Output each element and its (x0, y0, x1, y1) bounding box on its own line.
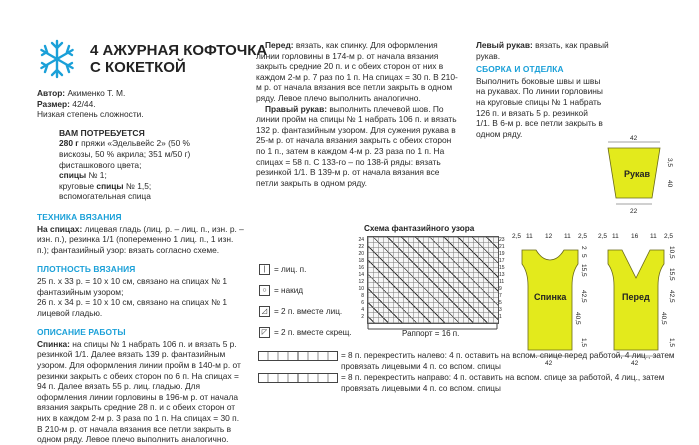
row-num: 23 (499, 237, 505, 243)
author-value: Акименко Т. М. (67, 88, 126, 98)
front-body: вязать, как спинку. Для оформления линии горловины в 174-м р. от начала вязания закрыть средние 20 п. и с обеих сторон от них в каждом 2-м р. 7 раз по 1 п. На спицах = 30 п. В 210-м р. от начала вязания все петли закрыть в одном ряду. Левое плечо выполнить аналогично. (256, 40, 458, 103)
back-side-dim: 5 (580, 254, 587, 258)
row-num: 20 (358, 251, 364, 257)
circular-label: спицы (96, 180, 124, 191)
row-num: 9 (499, 286, 502, 292)
technique-text (37, 224, 245, 256)
materials-yarn (59, 138, 209, 170)
sleeve-label: Рукав (624, 169, 651, 179)
yarn-amount: 280 г (59, 138, 79, 149)
needles-label: спицы (59, 170, 87, 181)
pattern-title (90, 42, 267, 76)
author-line (37, 88, 245, 99)
sleeve-side-a: 3,5 (666, 158, 673, 168)
right-sleeve-body: выполнить плечевой шов. По линии пройм на спицы № 1 набрать 106 п. и вязать 132 р. фантазийным узором. Для сужения рукава в 25-м р. от начала вязания закрыть с обеих сторон по 1 п., затем в каждом 4-м р. 23 раза по 1 п. На спицах = 58 п. С 133-го – по 138-й ряды: вязать резинкой 1/1. В 139-м р. от начала вязания все петли закрыть в одном ряду. (256, 103, 457, 188)
chart-rows-right (499, 237, 511, 321)
assembly-text: Выполнить боковые швы и швы на рукавах. По линии горловины на круговые спицы № 1 набрать 126 п. и вязать 5 р. резинкой 1/1. В 6-м р. все петли закрыть в одном ряду. (476, 75, 603, 139)
row-num: 19 (499, 251, 505, 257)
materials-needles (59, 170, 209, 181)
chart-repeat: Раппорт = 16 п. (402, 329, 460, 338)
front-label: Перед (622, 292, 650, 302)
back-label: Спинка: (37, 338, 70, 349)
front-top-dim: 16 (631, 233, 639, 240)
size-line (37, 99, 245, 110)
row-num: 10 (358, 286, 364, 292)
front-side-dim: 10,5 (668, 246, 675, 259)
technique-body: лицевая гладь (лиц. р. – лиц. п., изн. р. – изн. п.), резинка 1/1 (попеременно 1 лиц. п., 1 изн. п.); фантазийный узор: вязать согласно схеме. (37, 223, 244, 255)
front-top-dim: 11 (612, 233, 619, 240)
sleeve-bottom-dim: 22 (630, 208, 638, 215)
left-sleeve-label: Левый рукав: (476, 40, 533, 50)
legend-text: = 2 п. вместе скрещ. (274, 328, 352, 337)
legend-item-knit (259, 264, 306, 275)
needles-value: № 1; (88, 170, 107, 181)
back-top-dim: 2,5 (578, 233, 588, 240)
back-diagram (512, 228, 594, 402)
back-top-dim: 12 (545, 233, 553, 240)
row-num: 24 (358, 237, 364, 243)
materials-heading: ВАМ ПОТРЕБУЕТСЯ (59, 127, 145, 138)
row-num: 13 (499, 272, 505, 278)
legend-item-k2tog-crossed (259, 327, 352, 338)
front-label: Перед: (265, 40, 294, 50)
row-num: 15 (499, 265, 505, 271)
chart-title: Схема фантазийного узора (364, 224, 475, 233)
circular-prefix: круговые (59, 180, 95, 191)
row-num: 5 (499, 300, 502, 306)
front-top-dim: 2,5 (598, 233, 608, 240)
column-2 (256, 40, 462, 188)
front-top-dim: 11 (650, 233, 657, 240)
materials-circular (59, 181, 209, 192)
k2tog-symbol-icon: ◿ (259, 306, 270, 317)
row-num: 1 (499, 314, 502, 320)
row-num: 18 (358, 258, 364, 264)
column-1 (37, 88, 245, 445)
cable-left-text: = 8 п. перекрестить налево: 4 п. оставить на вспом. спице перед работой, 4 лиц., затем провязать лицевыми 4 п. со вспом. спицы (341, 351, 675, 371)
front-side-dim: 15,5 (668, 268, 675, 281)
density-heading: ПЛОТНОСТЬ ВЯЗАНИЯ (37, 264, 136, 275)
title-line-2: С КОКЕТКОЙ (90, 59, 186, 76)
row-num: 8 (361, 293, 364, 299)
chart-rows-left (352, 237, 364, 321)
cable-right-symbol-icon (258, 373, 338, 383)
difficulty-line: Низкая степень сложности. (37, 109, 144, 120)
right-sleeve-label: Правый рукав: (265, 103, 328, 114)
row-num: 12 (358, 279, 364, 285)
legend-item-yarnover (259, 285, 303, 296)
front-side-b-dim: 40,5 (660, 312, 667, 325)
back-bottom-dim: 42 (545, 360, 553, 367)
density-p2: 26 п. х 34 р. = 10 х 10 см, связано на спицах № 1 лицевой гладью. (37, 297, 228, 318)
pattern-chart (367, 236, 499, 324)
sleeve-diagram (598, 134, 678, 220)
cable-left-symbol-icon (258, 351, 338, 361)
back-side-dim: 42,5 (580, 290, 587, 303)
title-line-1: 4 АЖУРНАЯ КОФТОЧКА (90, 42, 268, 59)
yarnover-symbol-icon: ○ (259, 285, 270, 296)
row-num: 3 (499, 307, 502, 313)
back-body: на спицы № 1 набрать 106 п. и вязать 5 р. резинкой 1/1. Далее вязать 139 р. фантазийным узором. Для оформления линии пройм в 140-м р. от резинки закрыть с обеих сторон по 6 п. На спицах = 94 п. Далее вязать 55 р. лиц. гладью. Для оформления линии горловины в 196-м р. от начала вязания закрыть средние 28 п. и с обеих сторон от них в каждом 2-м р. 3 раза по 1 п. На спицах = 30 п. В 210-м р. от начала вязания все петли закрыть в одном ряду. Левое плечо выполнить аналогично. (37, 338, 241, 445)
row-num: 2 (361, 314, 364, 320)
row-num: 14 (358, 272, 364, 278)
front-top-dim: 2,5 (664, 233, 674, 240)
back-top-dim: 2,5 (512, 233, 522, 240)
row-num: 11 (499, 279, 505, 285)
legend-text: = лиц. п. (274, 265, 307, 274)
k2tog-crossed-symbol-icon: ◸ (259, 327, 270, 338)
sleeve-side-b: 40 (666, 180, 673, 188)
back-side-dim: 2 (580, 246, 587, 250)
back-top-dim: 11 (526, 233, 533, 240)
row-num: 7 (499, 293, 502, 299)
back-text (37, 339, 245, 445)
circular-value: № 1,5; (125, 180, 152, 191)
author-label: Автор: (37, 88, 66, 98)
size-label: Размер: (37, 98, 70, 109)
row-num: 21 (499, 244, 505, 250)
back-label: Спинка (534, 292, 567, 302)
technique-heading: ТЕХНИКА ВЯЗАНИЯ (37, 211, 122, 222)
row-num: 16 (358, 265, 364, 271)
legend-text: = накид (274, 286, 304, 295)
knit-symbol-icon: | (259, 264, 270, 275)
density-p1: 25 п. х 33 р. = 10 х 10 см, связано на спицах № 1 фантазийным узором; (37, 275, 228, 297)
work-heading: ОПИСАНИЕ РАБОТЫ (37, 327, 126, 338)
left-sleeve-body: вязать, как правый рукав. (476, 40, 609, 61)
left-sleeve-text (476, 40, 628, 61)
front-bottom-dim: 42 (631, 360, 639, 367)
back-side-b-dim: 40,5 (574, 312, 581, 325)
back-side-dim: 1,5 (580, 338, 587, 348)
legend-text: = 2 п. вместе лиц. (274, 307, 343, 316)
size-value: 42/44. (72, 98, 96, 109)
row-num: 6 (361, 300, 364, 306)
row-num: 22 (358, 244, 364, 250)
technique-label: На спицах: (37, 223, 83, 234)
back-top-dim: 11 (564, 233, 571, 240)
snowflake-icon (36, 38, 78, 80)
front-side-dim: 42,5 (668, 290, 675, 303)
repeat-bracket-icon (367, 324, 498, 330)
assembly-heading: СБОРКА И ОТДЕЛКА (476, 64, 564, 75)
front-side-dim: 1,5 (668, 338, 675, 348)
row-num: 4 (361, 307, 364, 313)
column-3 (476, 40, 628, 139)
yarn-text: пряжи «Эдельвейс 2» (50 % вискозы, 50 % акрила; 351 м/50 г) фисташкового цвета; (59, 138, 191, 170)
front-text (256, 40, 462, 104)
row-num: 17 (499, 258, 505, 264)
back-side-dim: 15,5 (580, 264, 587, 277)
legend-item-k2tog (259, 306, 342, 317)
cable-right-text: = 8 п. перекрестить направо: 4 п. оставить на вспом. спице за работой, 4 лиц., затем провязать лицевыми 4 п. со вспом. спицы (341, 373, 665, 393)
materials-aux: вспомогательная спица (59, 191, 151, 202)
front-diagram (598, 228, 688, 402)
right-sleeve-text (256, 104, 462, 189)
materials-block (59, 128, 209, 202)
sleeve-top-dim: 42 (630, 135, 638, 142)
